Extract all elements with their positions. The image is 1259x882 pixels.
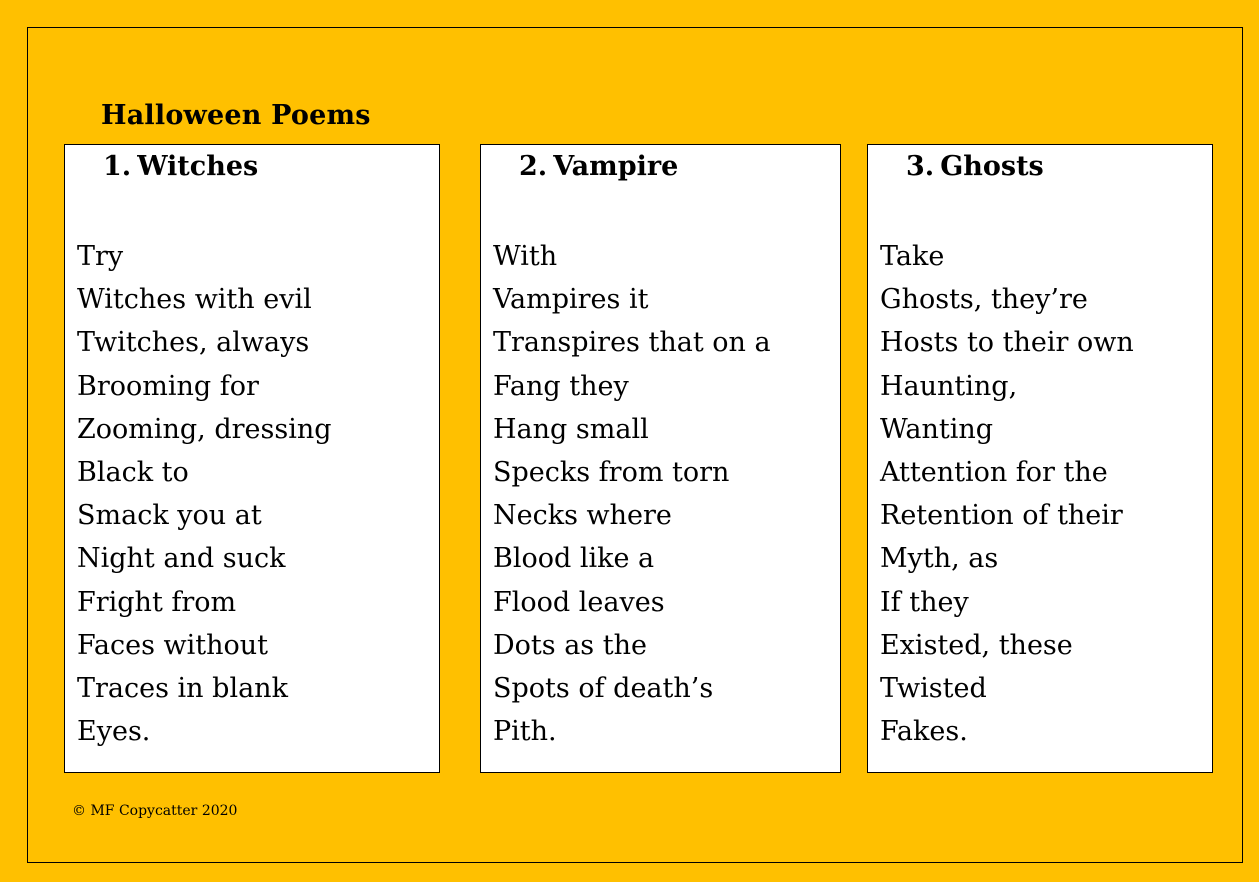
- poem-line: Twitches, always: [77, 327, 310, 359]
- poem-heading: [519, 151, 678, 182]
- poem-line: Try: [77, 241, 124, 272]
- poem-line: With: [493, 241, 558, 272]
- poem-card-ghosts: [867, 144, 1213, 773]
- poem-line: Dots as the: [493, 629, 647, 661]
- poem-line: Brooming for: [77, 370, 259, 402]
- poem-title: Witches: [137, 151, 259, 182]
- poem-heading: [906, 151, 1044, 182]
- poem-card-witches: [64, 144, 440, 773]
- poem-line: Necks where: [493, 500, 672, 532]
- poem-line: If they: [880, 586, 969, 618]
- poem-line: Faces without: [77, 629, 269, 661]
- poem-line: Wanting: [880, 413, 994, 445]
- poem-title: Vampire: [553, 151, 679, 182]
- poem-line: Existed, these: [880, 629, 1073, 661]
- poem-line: Vampires it: [493, 284, 649, 316]
- copyright-notice: © MF Copycatter 2020: [72, 803, 238, 819]
- poem-lines: [77, 235, 332, 753]
- poem-line: Transpires that on a: [493, 327, 771, 359]
- poem-line: Fang they: [493, 370, 629, 402]
- poem-line: Pith.: [493, 716, 557, 748]
- poem-line: Fright from: [77, 586, 237, 618]
- poem-line: Eyes.: [77, 716, 151, 748]
- poem-line: Night and suck: [77, 543, 286, 575]
- poem-line: Zooming, dressing: [77, 413, 332, 445]
- poem-line: Ghosts, they’re: [880, 284, 1088, 316]
- poem-line: Myth, as: [880, 543, 999, 575]
- poem-number: 3.: [906, 151, 935, 182]
- poem-line: Spots of death’s: [493, 672, 714, 704]
- poem-line: Blood like a: [493, 543, 655, 575]
- poem-lines: [880, 235, 1134, 753]
- poem-line: Flood leaves: [493, 586, 665, 618]
- poem-card-vampire: [480, 144, 841, 773]
- poem-line: Haunting,: [880, 370, 1018, 402]
- poem-line: Retention of their: [880, 500, 1123, 532]
- poem-line: Attention for the: [880, 456, 1108, 488]
- poem-line: Twisted: [880, 672, 987, 704]
- poem-line: Specks from torn: [493, 456, 730, 488]
- poem-line: Hang small: [493, 413, 649, 445]
- poem-line: Hosts to their own: [880, 327, 1134, 359]
- poem-line: Witches with evil: [77, 284, 312, 316]
- poem-title: Ghosts: [940, 151, 1044, 182]
- poem-line: Take: [880, 241, 945, 272]
- poem-line: Black to: [77, 456, 189, 488]
- poem-line: Traces in blank: [77, 672, 288, 704]
- poem-number: 1.: [103, 151, 132, 182]
- poem-line: Fakes.: [880, 716, 968, 748]
- poem-number: 2.: [519, 151, 548, 182]
- page-title: Halloween Poems: [101, 100, 371, 131]
- poem-heading: [103, 151, 258, 182]
- poem-line: Smack you at: [77, 500, 262, 532]
- poem-lines: [493, 235, 771, 753]
